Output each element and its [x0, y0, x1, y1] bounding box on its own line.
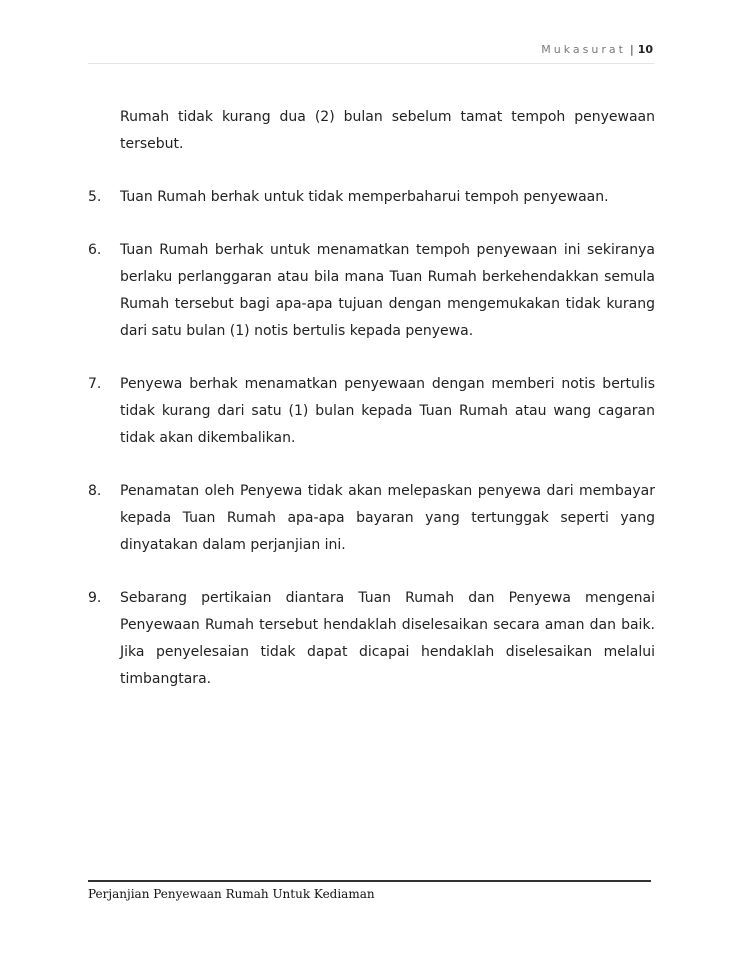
page-header [541, 43, 653, 56]
header-separator: | [629, 43, 634, 56]
continuation-text: Rumah tidak kurang dua (2) bulan sebelum tamat tempoh penyewaan tersebut. [120, 109, 655, 152]
clause-8 [88, 478, 655, 559]
clause-number: 8. [88, 483, 102, 499]
clause-text: Penyewa berhak menamatkan penyewaan dengan memberi notis bertulis tidak kurang dari satu (1) bulan kepada Tuan Rumah atau wang cagaran tidak akan dikembalikan. [120, 376, 655, 446]
clause-5 [88, 184, 655, 211]
footer-divider [88, 880, 651, 882]
clause-6 [88, 237, 655, 345]
clause-number: 6. [88, 242, 102, 258]
page-number: 10 [637, 43, 653, 56]
clause-7 [88, 371, 655, 452]
continuation-paragraph [88, 104, 655, 158]
clause-number: 5. [88, 189, 102, 205]
clause-number: 7. [88, 376, 102, 392]
header-label: Mukasurat [541, 43, 626, 56]
clause-number: 9. [88, 590, 102, 606]
header-divider [88, 63, 654, 64]
clause-text: Tuan Rumah berhak untuk menamatkan tempoh penyewaan ini sekiranya berlaku perlanggaran atau bila mana Tuan Rumah berkehendakkan semula Rumah tersebut bagi apa-apa tujuan dengan mengemukakan tidak kurang dari satu bulan (1) notis bertulis kepada penyewa. [120, 242, 655, 339]
clause-text: Sebarang pertikaian diantara Tuan Rumah dan Penyewa mengenai Penyewaan Rumah tersebut hendaklah diselesaikan secara aman dan baik. Jika penyelesaian tidak dapat dicapai hendaklah diselesaikan melalui timbangtara. [120, 590, 655, 687]
document-body [88, 104, 655, 719]
clause-9 [88, 585, 655, 693]
clause-text: Penamatan oleh Penyewa tidak akan melepaskan penyewa dari membayar kepada Tuan Rumah apa-apa bayaran yang tertunggak seperti yang dinyatakan dalam perjanjian ini. [120, 483, 655, 553]
footer-title: Perjanjian Penyewaan Rumah Untuk Kediaman [88, 887, 375, 901]
clause-text: Tuan Rumah berhak untuk tidak memperbaharui tempoh penyewaan. [120, 189, 609, 205]
